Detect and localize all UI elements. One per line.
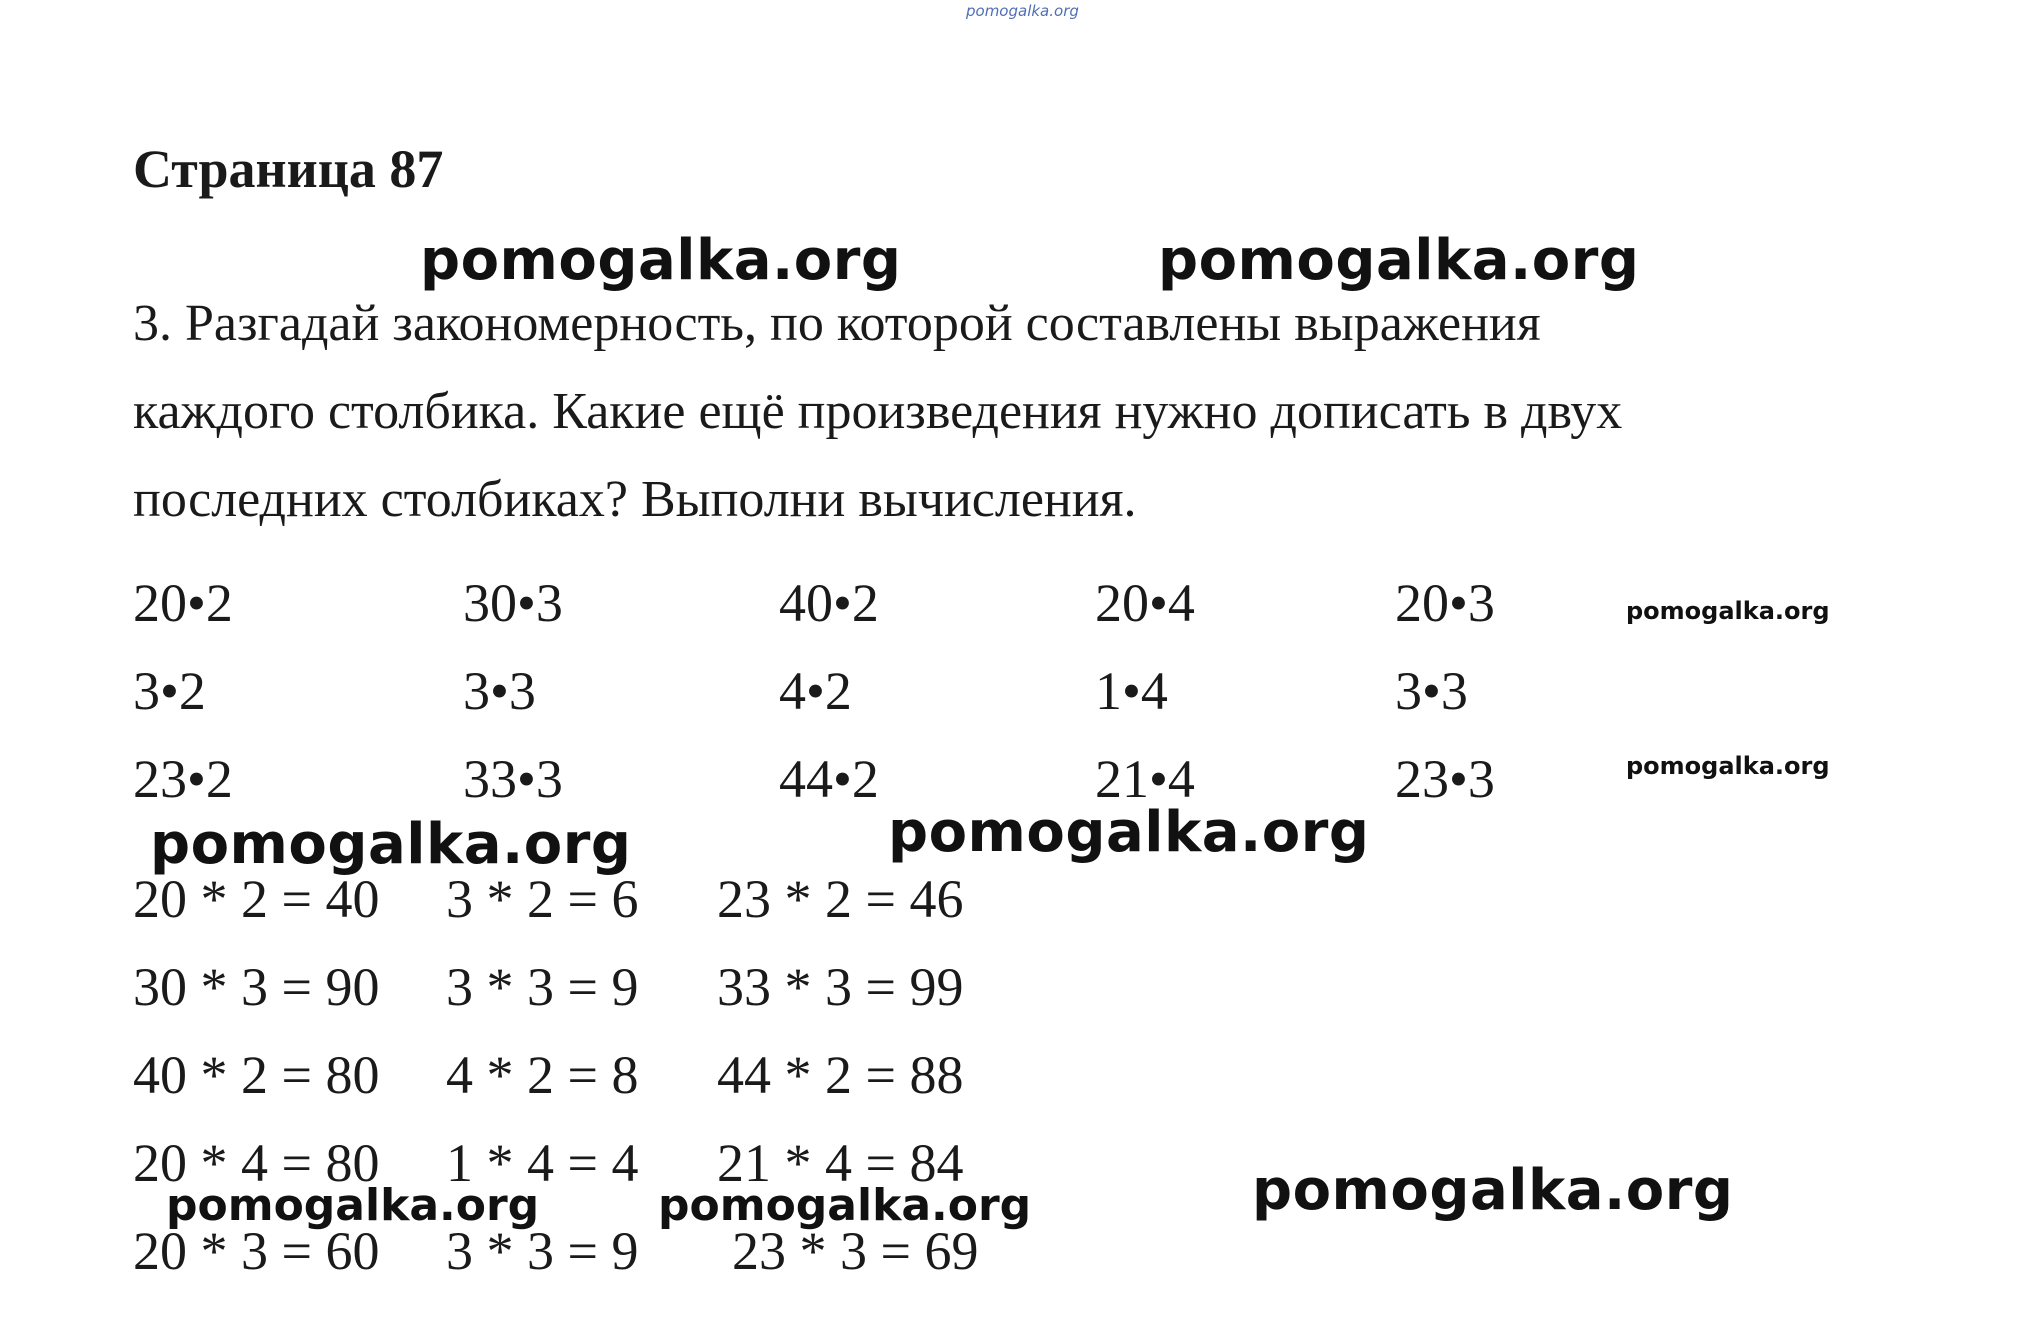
solution-cell: 40 * 2 = 80 <box>133 1045 380 1105</box>
solution-cell: 20 * 2 = 40 <box>133 869 380 929</box>
task-text <box>133 280 1913 544</box>
watermark-mid: pomogalka.org <box>166 1180 540 1231</box>
table-cell: 1•4 <box>1095 661 1168 721</box>
table-cell: 20•2 <box>133 573 233 633</box>
page-title: Страница 87 <box>133 139 444 199</box>
table-cell: 21•4 <box>1095 749 1195 809</box>
table-cell: 23•2 <box>133 749 233 809</box>
solution-cell: 44 * 2 = 88 <box>717 1045 964 1105</box>
watermark-big: pomogalka.org <box>888 800 1370 865</box>
table-cell: 44•2 <box>779 749 879 809</box>
solution-cell: 21 * 4 = 84 <box>717 1133 964 1193</box>
table-cell: 3•2 <box>133 661 206 721</box>
table-cell: 23•3 <box>1395 749 1495 809</box>
watermark-mid: pomogalka.org <box>658 1180 1032 1231</box>
table-cell: 33•3 <box>463 749 563 809</box>
watermark-big: pomogalka.org <box>1252 1158 1734 1223</box>
watermark-small: pomogalka.org <box>1626 752 1830 780</box>
solution-cell: 1 * 4 = 4 <box>446 1133 639 1193</box>
task-line-2: каждого столбика. Какие ещё произведения нужно дописать в двух <box>133 383 1623 440</box>
solution-cell: 23 * 3 = 69 <box>732 1221 979 1281</box>
table-cell: 3•3 <box>463 661 536 721</box>
solution-cell: 3 * 3 = 9 <box>446 957 639 1017</box>
table-cell: 30•3 <box>463 573 563 633</box>
watermark-small: pomogalka.org <box>1626 597 1830 625</box>
solution-cell: 30 * 3 = 90 <box>133 957 380 1017</box>
solution-cell: 20 * 4 = 80 <box>133 1133 380 1193</box>
table-cell: 4•2 <box>779 661 852 721</box>
task-line-3: последних столбиках? Выполни вычисления. <box>133 471 1137 528</box>
watermark-big: pomogalka.org <box>1158 228 1640 293</box>
watermark-big: pomogalka.org <box>420 228 902 293</box>
solution-cell: 33 * 3 = 99 <box>717 957 964 1017</box>
solution-cell: 23 * 2 = 46 <box>717 869 964 929</box>
solution-cell: 4 * 2 = 8 <box>446 1045 639 1105</box>
task-line-1: 3. Разгадай закономерность, по которой составлены выражения <box>133 295 1541 352</box>
table-cell: 20•4 <box>1095 573 1195 633</box>
watermark-top: pomogalka.org <box>966 2 1079 20</box>
watermark-big: pomogalka.org <box>150 812 632 877</box>
solution-cell: 3 * 2 = 6 <box>446 869 639 929</box>
table-cell: 3•3 <box>1395 661 1468 721</box>
table-cell: 40•2 <box>779 573 879 633</box>
solution-cell: 20 * 3 = 60 <box>133 1221 380 1281</box>
solution-cell: 3 * 3 = 9 <box>446 1221 639 1281</box>
table-cell: 20•3 <box>1395 573 1495 633</box>
